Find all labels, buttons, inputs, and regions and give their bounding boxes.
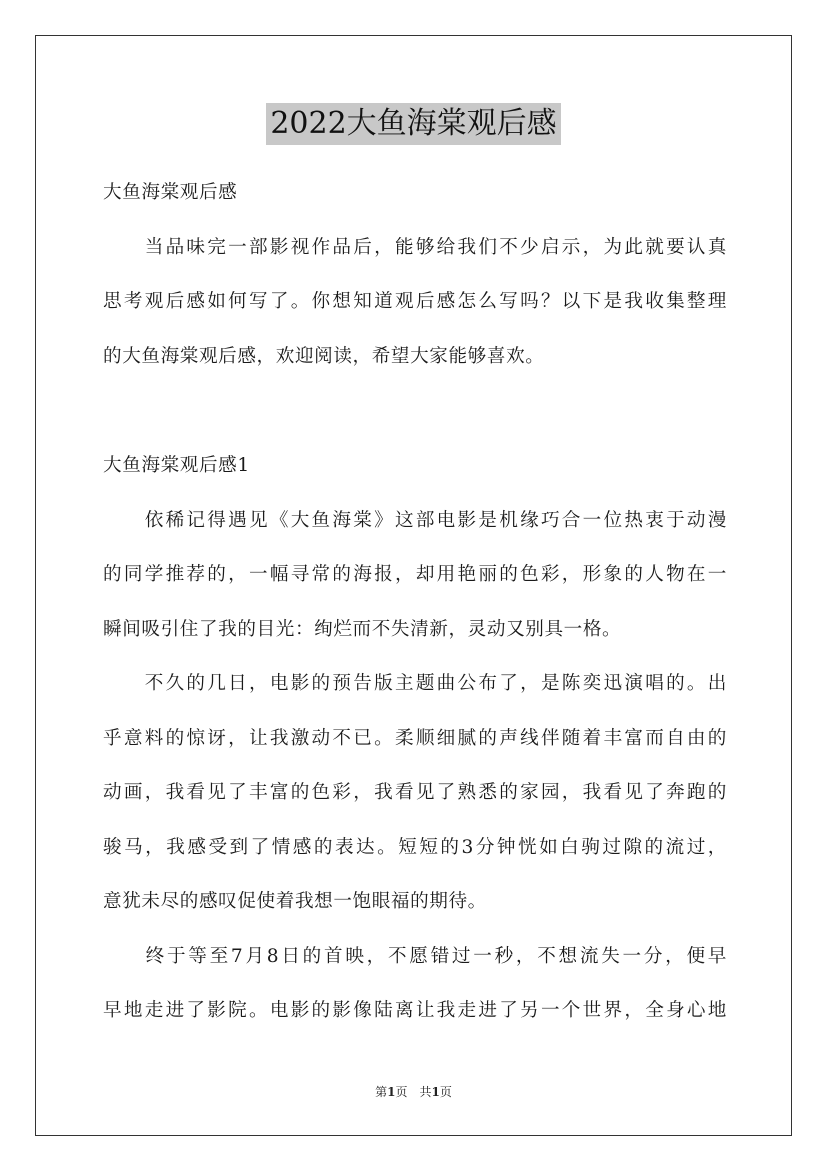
paragraph-line: 瞬间吸引住了我的目光：绚烂而不失清新，灵动又别具一格。 [103,619,622,640]
paragraph-line: 动画，我看见了丰富的色彩，我看见了熟悉的家园，我看见了奔跑的 [103,782,727,803]
footer-prefix: 第 [375,1085,388,1099]
footer-page-total: 1 [431,1085,440,1099]
paragraph-line: 不久的几日，电影的预告版主题曲公布了，是陈奕迅演唱的。出 [103,673,727,694]
paragraph-line: 依稀记得遇见《大鱼海棠》这部电影是机缘巧合一位热衷于动漫 [103,510,727,531]
paragraph-line: 早地走进了影院。电影的影像陆离让我走进了另一个世界，全身心地 [103,1000,727,1021]
footer-suffix: 页 [439,1085,452,1099]
footer-mid: 页 共 [395,1085,432,1099]
paragraph-line: 终于等至7月8日的首映，不愿错过一秒，不想流失一分，便早 [103,946,727,967]
page-footer [0,1084,827,1100]
paragraph-line: 的大鱼海棠观后感，欢迎阅读，希望大家能够喜欢。 [103,346,545,367]
paragraph-line: 的同学推荐的，一幅寻常的海报，却用艳丽的色彩，形象的人物在一 [103,564,727,585]
section-heading: 大鱼海棠观后感1 [103,455,250,476]
document-title: 2022大鱼海棠观后感 [266,103,560,145]
paragraph-line: 骏马，我感受到了情感的表达。短短的3分钟恍如白驹过隙的流过， [103,837,727,858]
paragraph-line: 思考观后感如何写了。你想知道观后感怎么写吗？以下是我收集整理 [103,291,727,312]
paragraph-line: 意犹未尽的感叹促使着我想一饱眼福的期待。 [103,891,487,912]
title-container [0,103,827,145]
paragraph-line: 当品味完一部影视作品后，能够给我们不少启示，为此就要认真 [103,237,727,258]
section-heading: 大鱼海棠观后感 [103,182,238,203]
paragraph-line: 乎意料的惊讶，让我激动不已。柔顺细腻的声线伴随着丰富而自由的 [103,728,727,749]
footer-page-number: 1 [387,1085,396,1099]
